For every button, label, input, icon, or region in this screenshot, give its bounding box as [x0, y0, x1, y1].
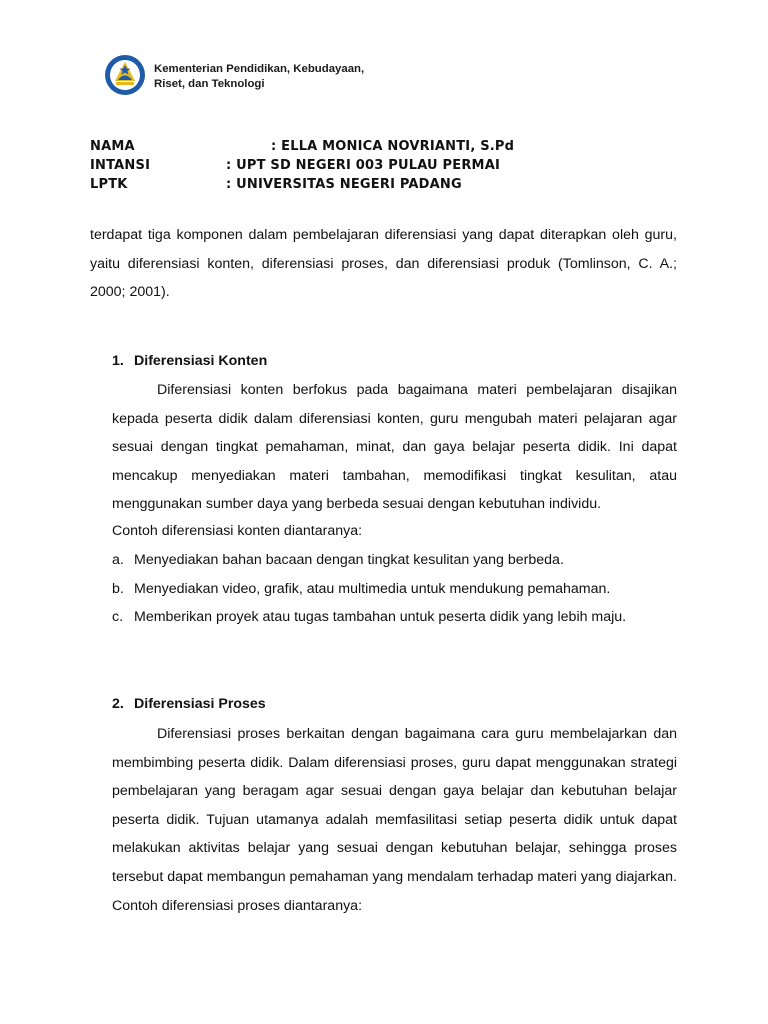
ministry-name [154, 62, 364, 92]
institution-value: : UPT SD NEGERI 003 PULAU PERMAI [226, 158, 500, 173]
section-body-proses: Diferensiasi proses berkaitan dengan bagaimana cara guru membelajarkan dan membimbing peserta didik. Dalam diferensiasi proses, guru dapat menggunakan strategi pembelajaran yang beragam agar sesuai dengan gaya belajar dan kebutuhan belajar peserta didik. Tujuan utamanya adalah memfasilitasi setiap peserta didik untuk dapat melakukan aktivitas belajar yang sesuai dengan kebutuhan belajar, sehingga proses tersebut dapat membangun pemahaman yang mendalam terhadap materi yang diajarkan. Contoh diferensiasi proses diantaranya: [112, 726, 677, 914]
ministry-name-line2: Riset, dan Teknologi [154, 78, 265, 90]
list-marker: a. [112, 552, 124, 568]
tut-wuri-handayani-logo-icon [104, 53, 146, 97]
list-text: Menyediakan video, grafik, atau multimedia untuk mendukung pemahaman. [134, 581, 611, 597]
ministry-name-line1: Kementerian Pendidikan, Kebudayaan, [154, 63, 365, 75]
lptk-label: LPTK [90, 177, 128, 192]
list-item [112, 609, 626, 625]
list-text: Memberikan proyek atau tugas tambahan untuk peserta didik yang lebih maju. [134, 609, 627, 625]
section-number: 1. [112, 353, 124, 369]
letterhead [104, 53, 394, 101]
list-marker: b. [112, 581, 124, 597]
section-title: Diferensiasi Proses [134, 696, 266, 712]
name-label: NAMA [90, 139, 135, 154]
section-heading-konten [112, 353, 267, 369]
section-title: Diferensiasi Konten [134, 353, 268, 369]
section-heading-proses [112, 696, 266, 712]
list-text: Menyediakan bahan bacaan dengan tingkat kesulitan yang berbeda. [134, 552, 564, 568]
list-item [112, 552, 564, 568]
lptk-value: : UNIVERSITAS NEGERI PADANG [226, 177, 462, 192]
list-marker: c. [112, 609, 124, 625]
institution-label: INTANSI [90, 158, 151, 173]
intro-paragraph: terdapat tiga komponen dalam pembelajaran diferensiasi yang dapat diterapkan oleh guru, yaitu diferensiasi konten, diferensiasi proses, dan diferensiasi produk (Tomlinson, C. A.; 2000; 2001). [90, 227, 677, 301]
name-value: : ELLA MONICA NOVRIANTI, S.Pd [271, 139, 515, 154]
section-body-konten: Diferensiasi konten berfokus pada bagaimana materi pembelajaran disajikan kepada peserta didik dalam diferensiasi konten, guru mengubah materi pelajaran agar sesuai dengan tingkat pemahaman, minat, dan gaya belajar peserta didik. Ini dapat mencakup menyediakan materi tambahan, memodifikasi tingkat kesulitan, atau menggunakan sumber daya yang berbeda sesuai dengan kebutuhan individu. [112, 382, 677, 513]
section-number: 2. [112, 696, 124, 712]
list-item [112, 581, 610, 597]
example-intro-konten: Contoh diferensiasi konten diantaranya: [112, 523, 363, 539]
